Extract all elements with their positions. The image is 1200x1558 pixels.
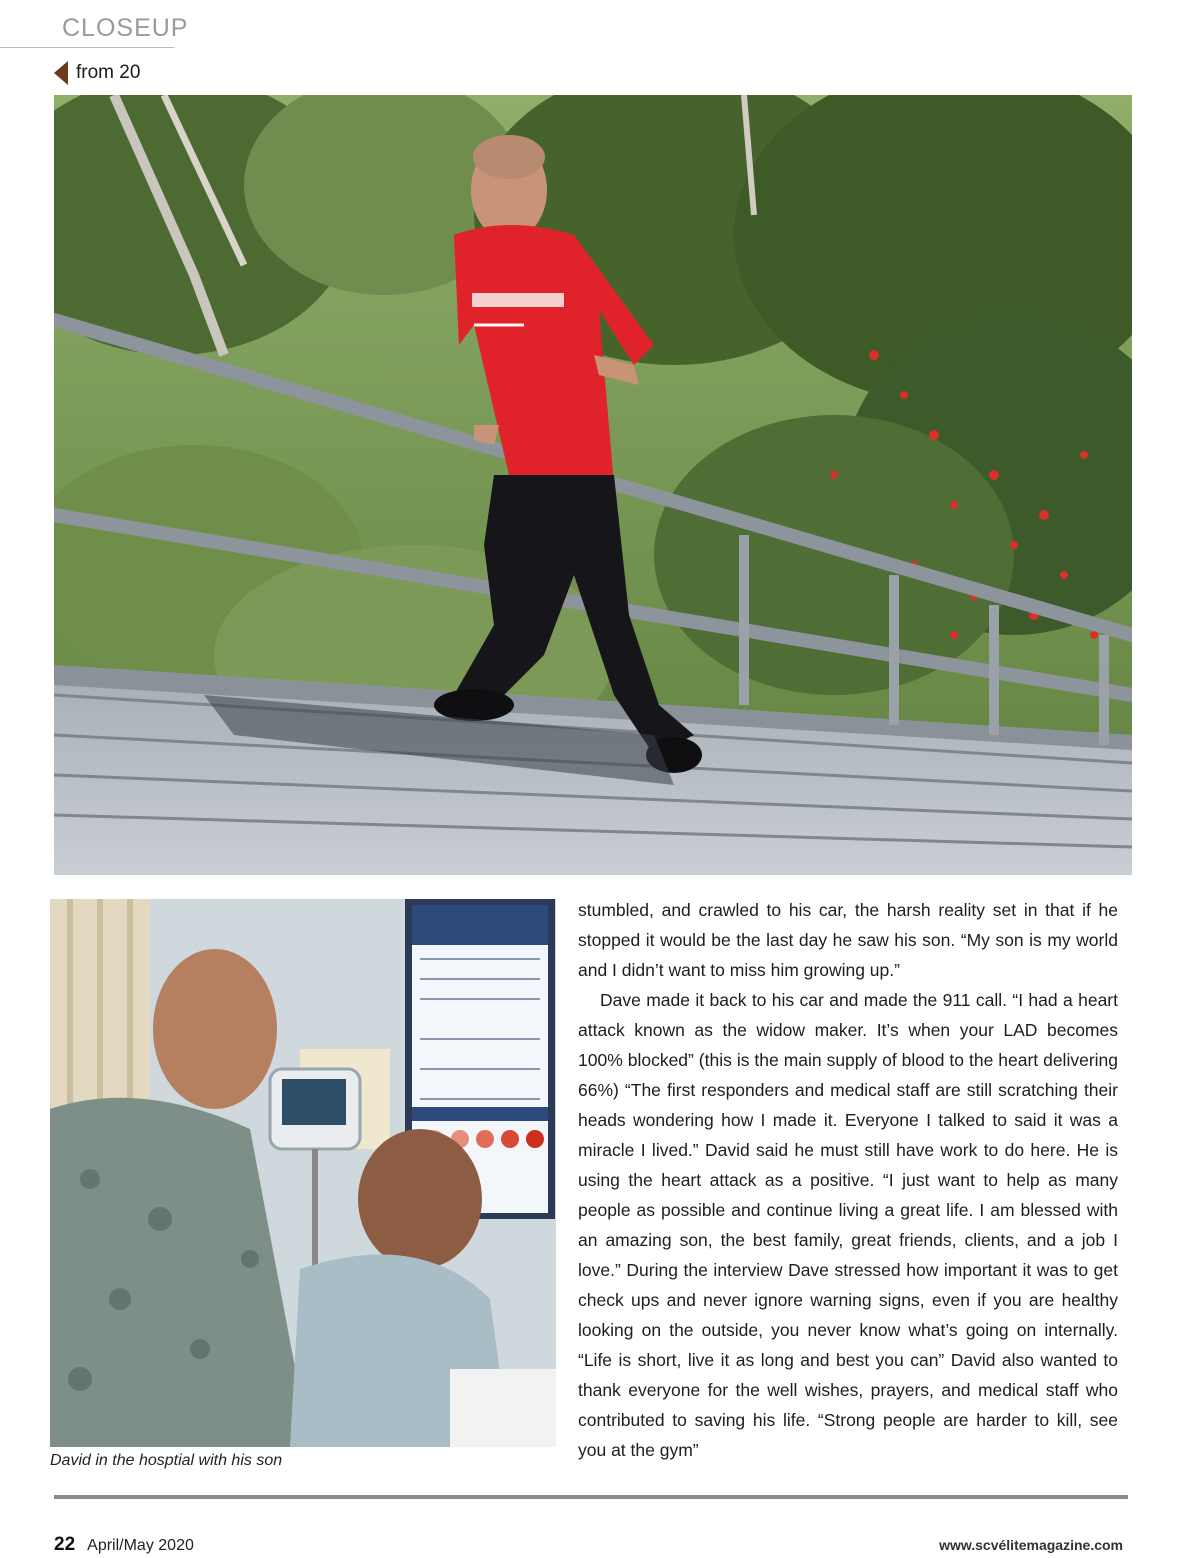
continued-from-label: from 20 bbox=[76, 62, 141, 83]
issue-date: April/May 2020 bbox=[87, 1537, 194, 1554]
article-paragraph: Dave made it back to his car and made the 911 call. “I had a heart attack known as the widow maker. It’s when your LAD becomes 100% blocked” (this is the main supply of blood to the heart delivering 66%) “The first responders and medical staff are still scratching their heads wondering how I made it. Everyone I talked to said it was a miracle I lived.” David said he must still have work to do here. He is using the heart attack as a positive. “I just want to help as many people as possible and continue living a great life. I am blessed with an amazing son, the best family, great friends, clients, and a job I love.” During the interview Dave stressed how important it was to get check ups and never ignore warning signs, even if you are healthy looking on the outside, you never know what’s going on internally. “Life is short, live it as long and best you can” David also wanted to thank everyone for the well wishes, prayers, and medical staff who contributed to saving his life. “Strong people are harder to kill, see you at the gym” bbox=[578, 990, 1118, 1460]
runner-illustration bbox=[54, 95, 1132, 875]
section-divider bbox=[0, 47, 174, 48]
photo-runner-stairs bbox=[54, 95, 1132, 875]
section-label: CLOSEUP bbox=[62, 14, 189, 42]
hospital-illustration bbox=[50, 899, 556, 1447]
footer-divider bbox=[54, 1495, 1128, 1499]
article-body bbox=[578, 895, 1118, 1465]
photo-caption: David in the hosptial with his son bbox=[50, 1452, 283, 1469]
article-paragraph: stumbled, and crawled to his car, the harsh reality set in that if he stopped it would be the last day he saw his son. “My son is my world and I didn’t want to miss him growing up.” bbox=[578, 900, 1118, 980]
website-url[interactable]: www.scvélitemagazine.com bbox=[939, 1537, 1123, 1553]
page-number: 22 bbox=[54, 1534, 76, 1555]
left-arrow-icon bbox=[54, 61, 68, 85]
photo-hospital bbox=[50, 899, 556, 1447]
footer-issue-info bbox=[54, 1534, 194, 1556]
continued-from bbox=[54, 61, 140, 85]
